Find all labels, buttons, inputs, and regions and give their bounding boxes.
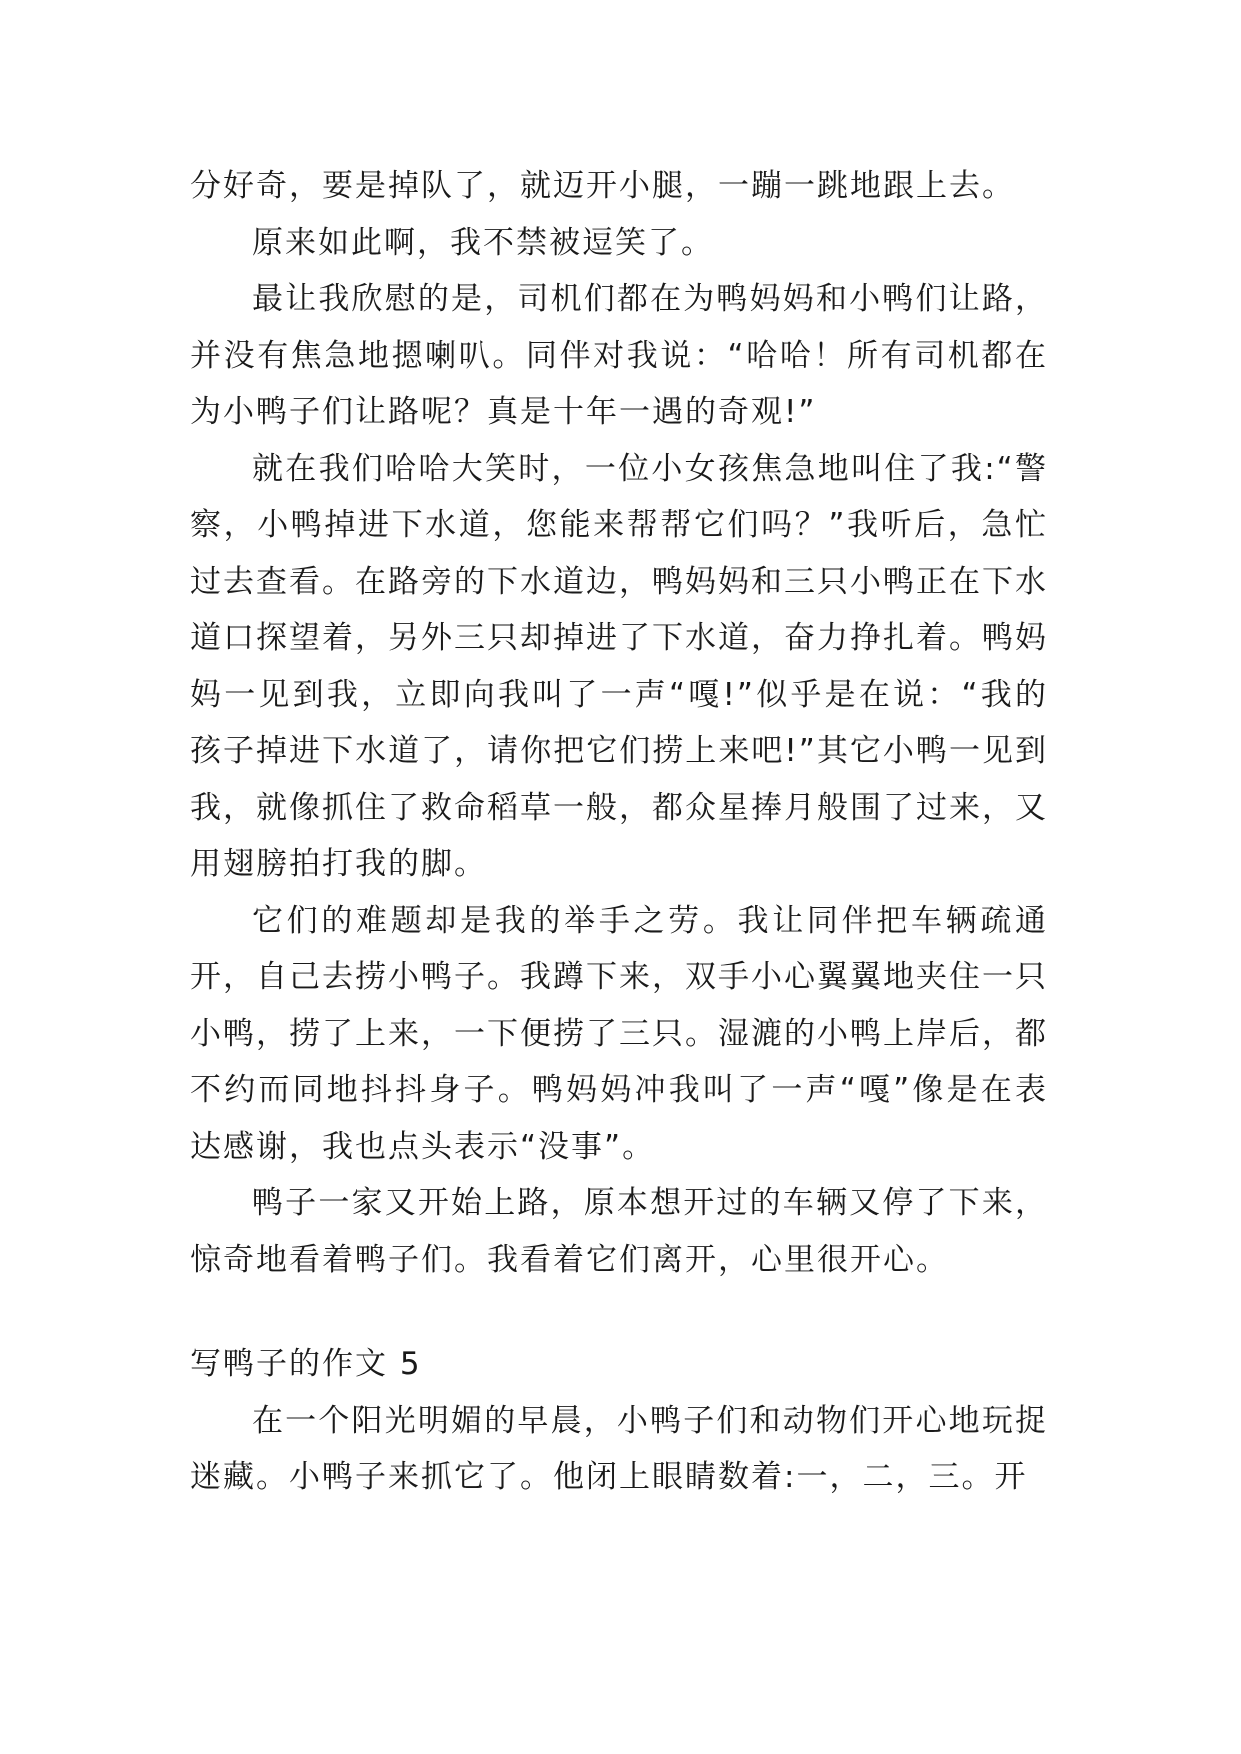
paragraph: 最让我欣慰的是，司机们都在为鸭妈妈和小鸭们让路，并没有焦急地摁喇叭。同伴对我说：“哈哈！所有司机都在为小鸭子们让路呢？真是十年一遇的奇观!” [190,281,1048,430]
paragraph: 原来如此啊，我不禁被逗笑了。 [252,224,714,261]
paragraph: 鸭子一家又开始上路，原本想开过的车辆又停了下来，惊奇地看着鸭子们。我看着它们离开，心里很开心。 [190,1185,1048,1278]
section-title: 写鸭子的作文 5 [190,1346,422,1382]
paragraph: 就在我们哈哈大笑时，一位小女孩焦急地叫住了我:“警察，小鸭掉进下水道，您能来帮帮它们吗？”我听后，急忙过去查看。在路旁的下水道边，鸭妈妈和三只小鸭正在下水道口探望着，另外三只却掉进了下水道，奋力挣扎着。鸭妈妈一见到我，立即向我叫了一声“嘎!”似乎是在说：“我的孩子掉进下水道了，请你把它们捞上来吧!”其它小鸭一见到我，就像抓住了救命稻草一般，都众星捧月般围了过来，又用翅膀拍打我的脚。 [190,450,1048,882]
document-body [190,158,1048,1506]
paragraph: 在一个阳光明媚的早晨，小鸭子们和动物们开心地玩捉迷藏。小鸭子来抓它了。他闭上眼睛数着:一，二，三。开 [190,1402,1048,1495]
paragraph-continued: 分好奇，要是掉队了，就迈开小腿，一蹦一跳地跟上去。 [190,168,1015,204]
paragraph: 它们的难题却是我的举手之劳。我让同伴把车辆疏通开，自己去捞小鸭子。我蹲下来，双手小心翼翼地夹住一只小鸭，捞了上来，一下便捞了三只。湿漉的小鸭上岸后，都不约而同地抖抖身子。鸭妈妈冲我叫了一声“嘎”像是在表达感谢，我也点头表示“没事”。 [190,902,1048,1165]
